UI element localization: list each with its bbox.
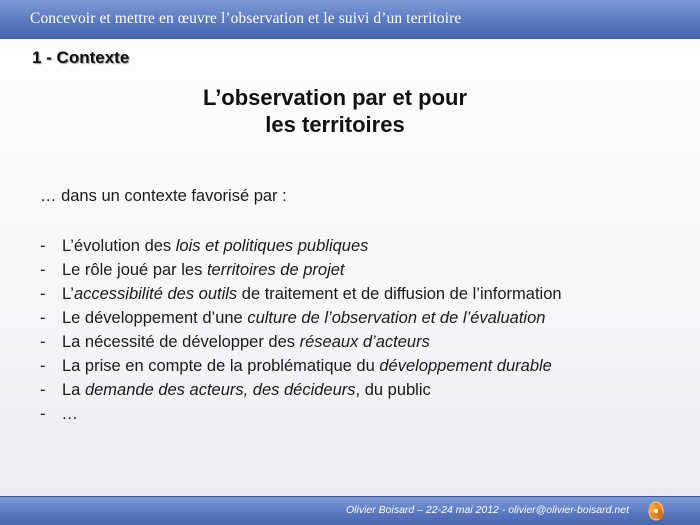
bullet-text: de traitement et de diffusion de l’information [237, 285, 562, 303]
bullet-dash: - [40, 333, 46, 351]
footer-text: Olivier Boisard – 22-24 mai 2012 - olivier@olivier-boisard.net [345, 504, 629, 516]
list-item [40, 306, 562, 330]
list-item [40, 402, 562, 426]
bullet-text: La [62, 381, 85, 399]
slide-title [0, 84, 670, 138]
slide-title-line-2: les territoires [265, 112, 405, 137]
bullet-text: L’évolution des [62, 237, 176, 255]
bullet-emphasis: territoires de projet [206, 261, 345, 279]
list-item [40, 258, 562, 282]
bullet-dash: - [40, 285, 46, 303]
footer-bar [0, 496, 700, 525]
bullet-emphasis: culture de l’observation et de l’évaluation [247, 309, 546, 327]
bullet-emphasis: développement durable [379, 357, 552, 375]
bullet-dash: - [40, 381, 46, 399]
bullet-dash: - [40, 357, 46, 375]
list-item [40, 234, 562, 258]
list-item [40, 330, 562, 354]
slide-title-line-1: L’observation par et pour [202, 85, 468, 110]
section-heading: 1 - Contexte [32, 48, 130, 67]
list-item [40, 354, 562, 378]
bullet-dash: - [40, 261, 46, 279]
bullet-emphasis: réseaux d’acteurs [299, 333, 430, 351]
bullet-emphasis: … [62, 405, 79, 423]
bullet-text: La nécessité de développer des [62, 333, 300, 351]
bullet-text: Le développement d’une [62, 309, 248, 327]
bullet-text: L’ [62, 285, 74, 303]
bullet-text: Le rôle joué par les [62, 261, 207, 279]
bullet-dash: - [40, 405, 46, 423]
bullet-emphasis: demande des acteurs, des décideurs [84, 381, 356, 399]
header-title: Concevoir et mettre en œuvre l’observation et le suivi d’un territoire [30, 10, 462, 27]
bullet-text: La prise en compte de la problématique du [62, 357, 380, 375]
bullet-emphasis: accessibilité des outils [73, 285, 238, 303]
list-item [40, 282, 562, 306]
bullet-emphasis: lois et politiques publiques [175, 237, 369, 255]
bullet-dash: - [40, 309, 46, 327]
bullet-text: , du public [355, 381, 431, 399]
orange-flower-logo-icon [646, 500, 666, 522]
list-item [40, 378, 562, 402]
header-bar [0, 0, 700, 39]
bullet-list [40, 234, 562, 426]
bullet-dash: - [40, 237, 46, 255]
intro-text: … dans un contexte favorisé par : [40, 187, 287, 205]
